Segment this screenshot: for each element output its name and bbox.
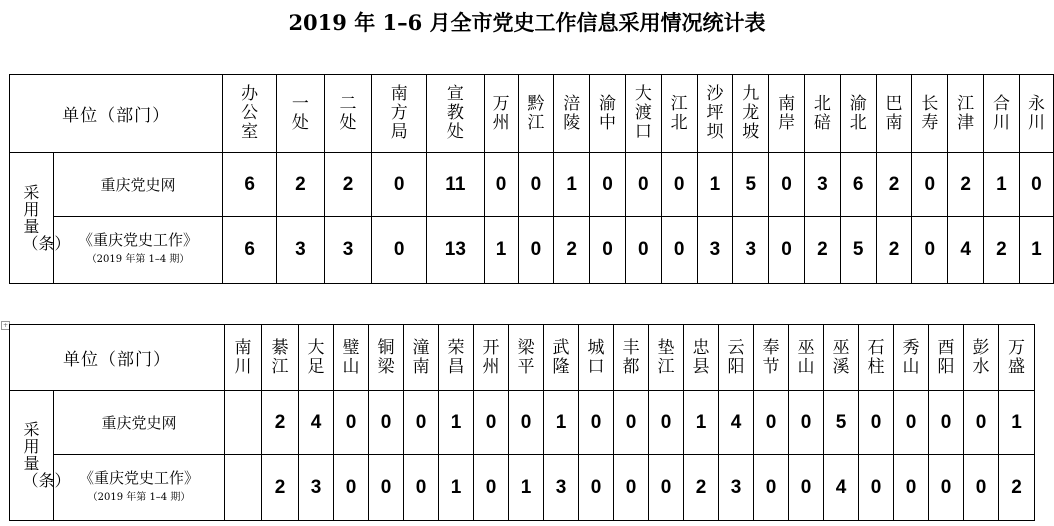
unit-column-header: 长寿 [912, 75, 948, 153]
unit-column-header: 丰都 [614, 325, 649, 391]
web-count-cell: 0 [334, 391, 369, 455]
unit-column-header: 办公室 [223, 75, 277, 153]
journal-count-cell: 4 [824, 455, 859, 521]
unit-column-header: 秀山 [894, 325, 929, 391]
unit-column-header: 渝中 [590, 75, 626, 153]
web-count-cell: 4 [299, 391, 334, 455]
journal-count-cell: 3 [277, 217, 325, 284]
web-count-cell [225, 391, 262, 455]
journal-count-cell: 0 [661, 217, 697, 284]
web-count-cell: 0 [894, 391, 929, 455]
unit-column-header: 巴南 [876, 75, 912, 153]
web-count-cell: 2 [324, 153, 372, 217]
web-count-cell: 0 [590, 153, 626, 217]
web-count-cell: 5 [733, 153, 769, 217]
web-count-cell: 1 [984, 153, 1020, 217]
unit-column-header: 二处 [324, 75, 372, 153]
web-count-cell: 1 [439, 391, 474, 455]
unit-column-header: 一处 [277, 75, 325, 153]
stats-table-2 [9, 324, 1035, 521]
unit-column-header: 云阳 [719, 325, 754, 391]
journal-count-cell: 3 [299, 455, 334, 521]
unit-column-header: 酉阳 [929, 325, 964, 391]
web-count-cell: 0 [789, 391, 824, 455]
web-count-cell: 0 [484, 153, 518, 217]
unit-column-header: 宣教处 [427, 75, 485, 153]
journal-count-cell: 0 [894, 455, 929, 521]
web-count-cell: 0 [1019, 153, 1053, 217]
web-count-cell: 0 [912, 153, 948, 217]
unit-column-header: 江津 [948, 75, 984, 153]
unit-column-header: 铜梁 [369, 325, 404, 391]
unit-column-header: 璧山 [334, 325, 369, 391]
journal-count-cell: 0 [964, 455, 999, 521]
unit-column-header: 九龙坡 [733, 75, 769, 153]
journal-count-cell [225, 455, 262, 521]
journal-count-cell: 0 [518, 217, 554, 284]
web-count-cell: 0 [614, 391, 649, 455]
unit-column-header: 南岸 [769, 75, 805, 153]
web-count-cell: 2 [262, 391, 299, 455]
web-count-cell: 0 [769, 153, 805, 217]
unit-column-header: 垫江 [649, 325, 684, 391]
row-label-journal: 《重庆党史工作》 （2019 年第 1–4 期） [53, 217, 223, 284]
unit-column-header: 城口 [579, 325, 614, 391]
row-label-journal: 《重庆党史工作》 （2019 年第 1–4 期） [54, 455, 225, 521]
web-count-cell: 0 [661, 153, 697, 217]
journal-count-cell: 0 [929, 455, 964, 521]
journal-count-cell: 0 [912, 217, 948, 284]
journal-count-cell: 3 [719, 455, 754, 521]
web-count-cell: 0 [518, 153, 554, 217]
unit-header: 单位（部门） [10, 75, 223, 153]
unit-header: 单位（部门） [10, 325, 225, 391]
web-count-cell: 0 [625, 153, 661, 217]
web-count-cell: 0 [579, 391, 614, 455]
unit-column-header: 开州 [474, 325, 509, 391]
journal-count-cell: 4 [948, 217, 984, 284]
unit-column-header: 荣昌 [439, 325, 474, 391]
web-count-cell: 6 [223, 153, 277, 217]
web-count-cell: 2 [876, 153, 912, 217]
web-count-cell: 4 [719, 391, 754, 455]
web-count-cell: 0 [509, 391, 544, 455]
web-count-cell: 0 [404, 391, 439, 455]
journal-count-cell: 0 [334, 455, 369, 521]
journal-count-cell: 2 [554, 217, 590, 284]
stats-table-1 [9, 74, 1054, 284]
unit-column-header: 北碚 [805, 75, 841, 153]
journal-count-cell: 0 [614, 455, 649, 521]
web-count-cell: 1 [999, 391, 1035, 455]
journal-count-cell: 1 [509, 455, 544, 521]
unit-column-header: 江北 [661, 75, 697, 153]
side-label: 采用量（条） [10, 153, 54, 284]
journal-count-cell: 1 [1019, 217, 1053, 284]
journal-count-cell: 2 [984, 217, 1020, 284]
unit-column-header: 奉节 [754, 325, 789, 391]
unit-column-header: 渝北 [840, 75, 876, 153]
table-move-handle-icon[interactable]: + [2, 322, 9, 329]
journal-count-cell: 0 [649, 455, 684, 521]
unit-column-header: 綦江 [262, 325, 299, 391]
journal-count-cell: 2 [805, 217, 841, 284]
unit-column-header: 彭水 [964, 325, 999, 391]
unit-column-header: 大足 [299, 325, 334, 391]
journal-count-cell: 0 [625, 217, 661, 284]
journal-count-cell: 5 [840, 217, 876, 284]
web-count-cell: 0 [369, 391, 404, 455]
web-count-cell: 1 [684, 391, 719, 455]
journal-count-cell: 0 [372, 217, 427, 284]
journal-count-cell: 0 [474, 455, 509, 521]
web-count-cell: 0 [964, 391, 999, 455]
web-count-cell: 5 [824, 391, 859, 455]
journal-count-cell: 3 [697, 217, 733, 284]
unit-column-header: 万州 [484, 75, 518, 153]
journal-count-cell: 3 [733, 217, 769, 284]
web-count-cell: 11 [427, 153, 485, 217]
journal-count-cell: 2 [876, 217, 912, 284]
web-count-cell: 1 [697, 153, 733, 217]
unit-column-header: 武隆 [544, 325, 579, 391]
row-label-web: 重庆党史网 [53, 153, 223, 217]
journal-count-cell: 13 [427, 217, 485, 284]
unit-column-header: 黔江 [518, 75, 554, 153]
unit-column-header: 南川 [225, 325, 262, 391]
unit-column-header: 潼南 [404, 325, 439, 391]
journal-count-cell: 0 [404, 455, 439, 521]
unit-column-header: 石柱 [859, 325, 894, 391]
unit-column-header: 涪陵 [554, 75, 590, 153]
web-count-cell: 2 [948, 153, 984, 217]
journal-count-cell: 1 [484, 217, 518, 284]
side-label: 采用量（条） [10, 391, 54, 521]
journal-count-cell: 0 [859, 455, 894, 521]
unit-column-header: 沙坪坝 [697, 75, 733, 153]
web-count-cell: 3 [805, 153, 841, 217]
web-count-cell: 0 [754, 391, 789, 455]
row-label-web: 重庆党史网 [54, 391, 225, 455]
journal-count-cell: 0 [579, 455, 614, 521]
web-count-cell: 6 [840, 153, 876, 217]
web-count-cell: 0 [649, 391, 684, 455]
web-count-cell: 0 [859, 391, 894, 455]
page-title: 2019 年 1–6 月全市党史工作信息采用情况统计表 [288, 10, 766, 35]
unit-column-header: 万盛 [999, 325, 1035, 391]
web-count-cell: 0 [474, 391, 509, 455]
unit-column-header: 忠县 [684, 325, 719, 391]
journal-count-cell: 2 [262, 455, 299, 521]
journal-count-cell: 0 [754, 455, 789, 521]
journal-count-cell: 0 [769, 217, 805, 284]
journal-count-cell: 1 [439, 455, 474, 521]
journal-count-cell: 6 [223, 217, 277, 284]
web-count-cell: 2 [277, 153, 325, 217]
journal-count-cell: 2 [999, 455, 1035, 521]
journal-count-cell: 0 [369, 455, 404, 521]
unit-column-header: 大渡口 [625, 75, 661, 153]
journal-count-cell: 0 [789, 455, 824, 521]
unit-column-header: 巫山 [789, 325, 824, 391]
journal-count-cell: 2 [684, 455, 719, 521]
unit-column-header: 梁平 [509, 325, 544, 391]
web-count-cell: 0 [929, 391, 964, 455]
journal-count-cell: 3 [324, 217, 372, 284]
web-count-cell: 1 [544, 391, 579, 455]
unit-column-header: 合川 [984, 75, 1020, 153]
unit-column-header: 巫溪 [824, 325, 859, 391]
unit-column-header: 永川 [1019, 75, 1053, 153]
journal-count-cell: 3 [544, 455, 579, 521]
unit-column-header: 南方局 [372, 75, 427, 153]
journal-count-cell: 0 [590, 217, 626, 284]
web-count-cell: 0 [372, 153, 427, 217]
web-count-cell: 1 [554, 153, 590, 217]
